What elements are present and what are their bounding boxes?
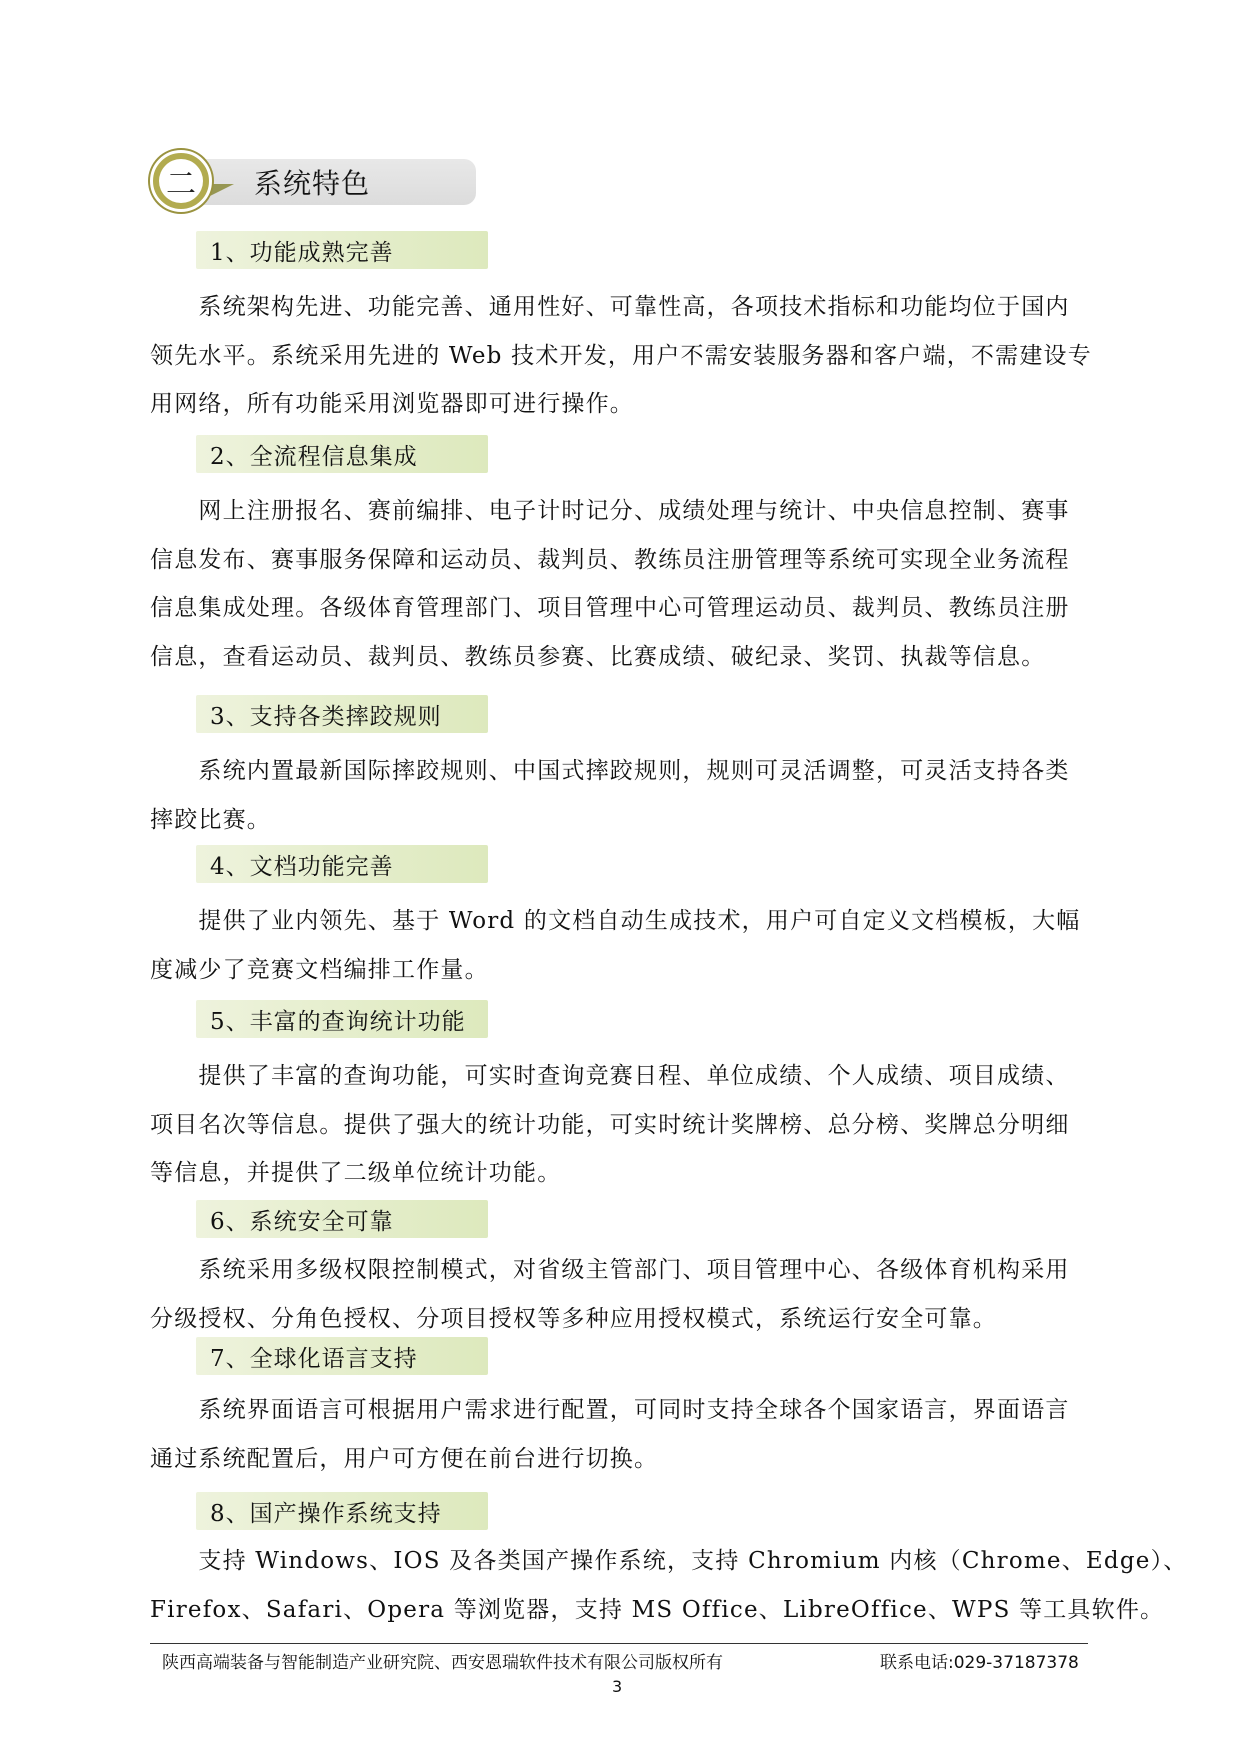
text-line: 系统架构先进、功能完善、通用性好、可靠性高，各项技术指标和功能均位于国内 bbox=[150, 294, 1070, 320]
text-line: 网上注册报名、赛前编排、电子计时记分、成绩处理与统计、中央信息控制、赛事 bbox=[150, 498, 1070, 524]
text-line: Firefox、Safari、Opera 等浏览器，支持 MS Office、LibreOffice、WPS 等工具软件。 bbox=[150, 1596, 1165, 1623]
paragraph-8 bbox=[150, 1537, 1188, 1634]
paragraph-5 bbox=[150, 1052, 1088, 1198]
section-number-badge bbox=[150, 150, 212, 212]
text-line: 提供了业内领先、基于 Word 的文档自动生成技术，用户可自定义文档模板，大幅 bbox=[150, 908, 1081, 934]
text-line: 信息发布、赛事服务保障和运动员、裁判员、教练员注册管理等系统可实现全业务流程 bbox=[150, 546, 1070, 573]
paragraph-1 bbox=[150, 283, 1092, 429]
footer-copyright: 陕西高端装备与智能制造产业研究院、西安恩瑞软件技术有限公司版权所有 bbox=[162, 1653, 723, 1673]
subheading-3 bbox=[196, 695, 488, 733]
text-line: 等信息，并提供了二级单位统计功能。 bbox=[150, 1160, 562, 1186]
subheading-6 bbox=[196, 1200, 488, 1238]
subheading-8 bbox=[196, 1492, 488, 1530]
text-line: 度减少了竞赛文档编排工作量。 bbox=[150, 956, 489, 983]
text-line: 领先水平。系统采用先进的 Web 技术开发，用户不需安装服务器和客户端，不需建设专 bbox=[150, 342, 1092, 369]
subheading-1 bbox=[196, 231, 488, 269]
text-line: 支持 Windows、IOS 及各类国产操作系统，支持 Chromium 内核（Chrome、Edge）、 bbox=[150, 1548, 1188, 1574]
text-line: 用网络，所有功能采用浏览器即可进行操作。 bbox=[150, 391, 634, 417]
section-title: 系统特色 bbox=[254, 167, 371, 200]
text-line: 系统采用多级权限控制模式，对省级主管部门、项目管理中心、各级体育机构采用 bbox=[150, 1257, 1070, 1283]
subheading-7 bbox=[196, 1337, 488, 1375]
section-number: 二 bbox=[159, 159, 203, 203]
subheading-text: 2、全流程信息集成 bbox=[210, 443, 418, 470]
section-header bbox=[150, 150, 480, 218]
subheading-text: 1、功能成熟完善 bbox=[210, 239, 394, 266]
subheading-text: 7、全球化语言支持 bbox=[210, 1345, 418, 1372]
subheading-5 bbox=[196, 1000, 488, 1038]
text-line: 摔跤比赛。 bbox=[150, 806, 271, 833]
paragraph-6 bbox=[150, 1246, 1088, 1343]
text-line: 信息，查看运动员、裁判员、教练员参赛、比赛成绩、破纪录、奖罚、执裁等信息。 bbox=[150, 643, 1046, 670]
text-line: 信息集成处理。各级体育管理部门、项目管理中心可管理运动员、裁判员、教练员注册 bbox=[150, 595, 1070, 621]
text-line: 系统内置最新国际摔跤规则、中国式摔跤规则，规则可灵活调整，可灵活支持各类 bbox=[150, 758, 1070, 784]
subheading-text: 3、支持各类摔跤规则 bbox=[210, 703, 442, 730]
subheading-4 bbox=[196, 845, 488, 883]
subheading-2 bbox=[196, 435, 488, 473]
paragraph-4 bbox=[150, 897, 1088, 994]
subheading-text: 6、系统安全可靠 bbox=[210, 1208, 394, 1235]
subheading-text: 4、文档功能完善 bbox=[210, 853, 394, 880]
text-line: 系统界面语言可根据用户需求进行配置，可同时支持全球各个国家语言，界面语言 bbox=[150, 1397, 1070, 1423]
footer-divider bbox=[150, 1643, 1088, 1644]
subheading-text: 8、国产操作系统支持 bbox=[210, 1500, 442, 1527]
paragraph-7 bbox=[150, 1386, 1088, 1483]
text-line: 分级授权、分角色授权、分项目授权等多种应用授权模式，系统运行安全可靠。 bbox=[150, 1305, 997, 1332]
text-line: 提供了丰富的查询功能，可实时查询竞赛日程、单位成绩、个人成绩、项目成绩、 bbox=[150, 1063, 1070, 1089]
text-line: 通过系统配置后，用户可方便在前台进行切换。 bbox=[150, 1445, 659, 1472]
footer-phone: 联系电话:029-37187378 bbox=[880, 1653, 1079, 1673]
paragraph-2 bbox=[150, 487, 1088, 681]
text-line: 项目名次等信息。提供了强大的统计功能，可实时统计奖牌榜、总分榜、奖牌总分明细 bbox=[150, 1111, 1070, 1138]
subheading-text: 5、丰富的查询统计功能 bbox=[210, 1008, 466, 1035]
paragraph-3 bbox=[150, 747, 1088, 844]
page-number: 3 bbox=[612, 1677, 623, 1696]
